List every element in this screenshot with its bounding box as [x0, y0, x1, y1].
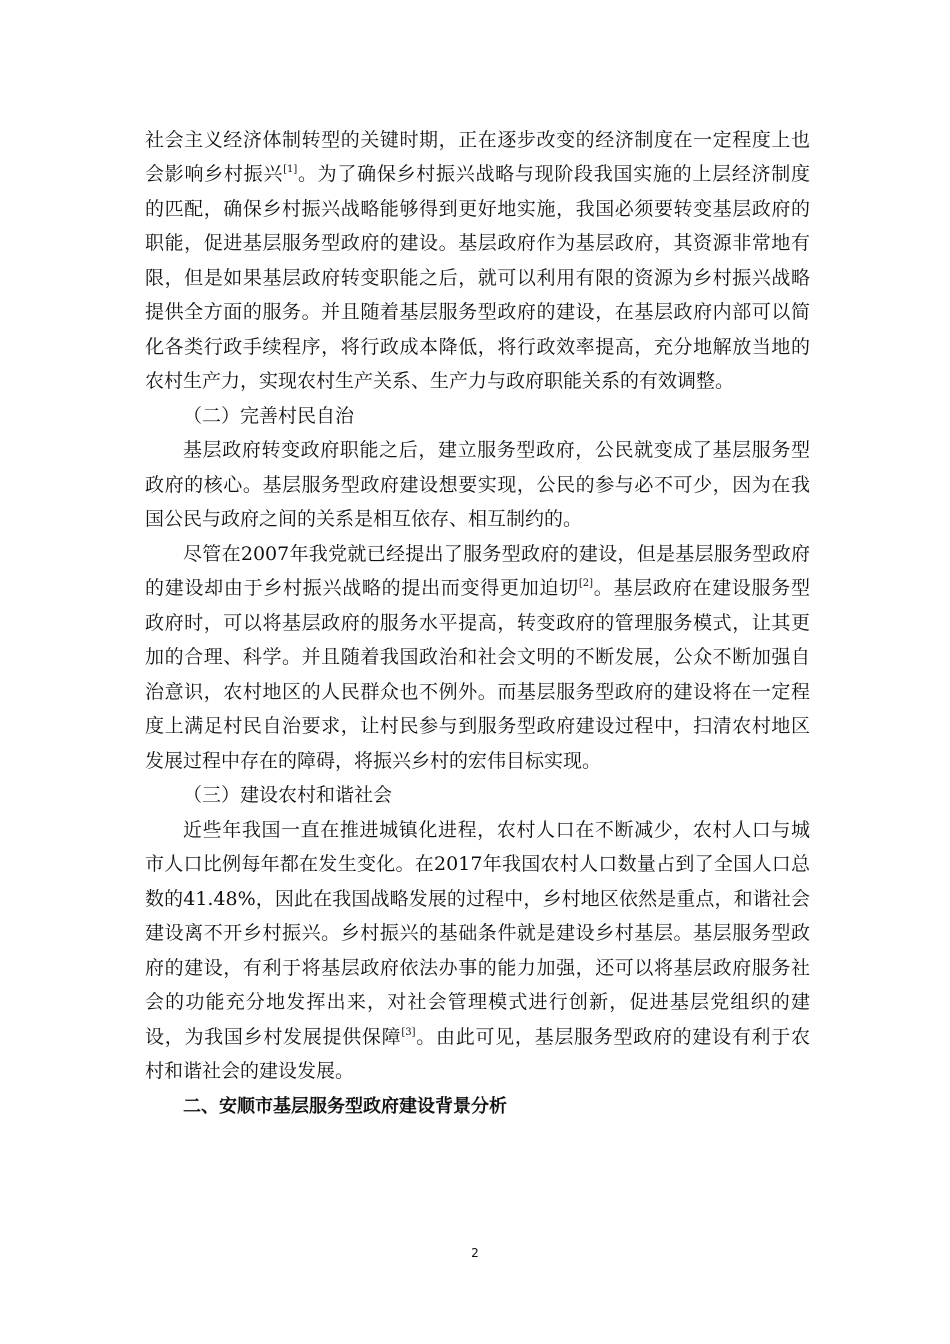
- body-line: 基层政府转变政府职能之后，建立服务型政府，公民就变成了基层服务型: [183, 439, 810, 461]
- body-line: 发展过程中存在的障碍，将振兴乡村的宏伟目标实现。: [145, 750, 602, 772]
- body-line: 村和谐社会的建设发展。: [145, 1060, 355, 1082]
- body-line: 的建设却由于乡村振兴战略的提出而变得更加迫切[2]。基层政府在建设服务型: [145, 577, 810, 599]
- body-line: 提供全方面的服务。并且随着基层服务型政府的建设，在基层政府内部可以简: [145, 301, 810, 323]
- body-line: 建设离不开乡村振兴。乡村振兴的基础条件就是建设乡村基层。基层服务型政: [145, 922, 810, 944]
- section-heading: （三）建设农村和谐社会: [183, 784, 393, 806]
- body-line: 度上满足村民自治要求，让村民参与到服务型政府建设过程中，扫清农村地区: [145, 715, 810, 737]
- body-line: 国公民与政府之间的关系是相互依存、相互制约的。: [145, 508, 583, 530]
- page-number: 2: [471, 1246, 479, 1260]
- citation-ref: [3]: [401, 1027, 416, 1038]
- body-line: 府的建设，有利于将基层政府依法办事的能力加强，还可以将基层政府服务社: [145, 957, 810, 979]
- body-line: 数的41.48%，因此在我国战略发展的过程中，乡村地区依然是重点，和谐社会: [145, 888, 810, 910]
- body-line: 化各类行政手续程序，将行政成本降低，将行政效率提高，充分地解放当地的: [145, 336, 810, 358]
- citation-ref: [2]: [578, 578, 594, 589]
- body-line: 职能，促进基层服务型政府的建设。基层政府作为基层政府，其资源非常地有: [145, 232, 810, 254]
- body-line: 限，但是如果基层政府转变职能之后，就可以利用有限的资源为乡村振兴战略: [145, 267, 810, 289]
- section-heading: （二）完善村民自治: [183, 405, 355, 427]
- body-line: 政府的核心。基层服务型政府建设想要实现，公民的参与必不可少，因为在我: [145, 474, 810, 496]
- body-line: 社会主义经济体制转型的关键时期，正在逐步改变的经济制度在一定程度上也: [145, 129, 810, 151]
- body-line: 政府时，可以将基层政府的服务水平提高，转变政府的管理服务模式，让其更: [145, 612, 810, 634]
- body-line: 会的功能充分地发挥出来，对社会管理模式进行创新，促进基层党组织的建: [145, 991, 810, 1013]
- body-line: 近些年我国一直在推进城镇化进程，农村人口在不断减少，农村人口与城: [183, 819, 810, 841]
- citation-ref: [1]: [283, 164, 298, 175]
- body-line: 会影响乡村振兴[1]。为了确保乡村振兴战略与现阶段我国实施的上层经济制度: [145, 163, 810, 185]
- body-line: 农村生产力，实现农村生产关系、生产力与政府职能关系的有效调整。: [145, 370, 735, 392]
- body-line: 的匹配，确保乡村振兴战略能够得到更好地实施，我国必须要转变基层政府的: [145, 198, 810, 220]
- chapter-heading: 二、安顺市基层服务型政府建设背景分析: [183, 1096, 507, 1117]
- body-line: 尽管在2007年我党就已经提出了服务型政府的建设，但是基层服务型政府: [183, 543, 810, 565]
- body-line: 设，为我国乡村发展提供保障[3]。由此可见，基层服务型政府的建设有利于农: [145, 1026, 810, 1048]
- body-line: 治意识，农村地区的人民群众也不例外。而基层服务型政府的建设将在一定程: [145, 681, 810, 703]
- body-line: 加的合理、科学。并且随着我国政治和社会文明的不断发展，公众不断加强自: [145, 646, 810, 668]
- body-line: 市人口比例每年都在发生变化。在2017年我国农村人口数量占到了全国人口总: [145, 853, 810, 875]
